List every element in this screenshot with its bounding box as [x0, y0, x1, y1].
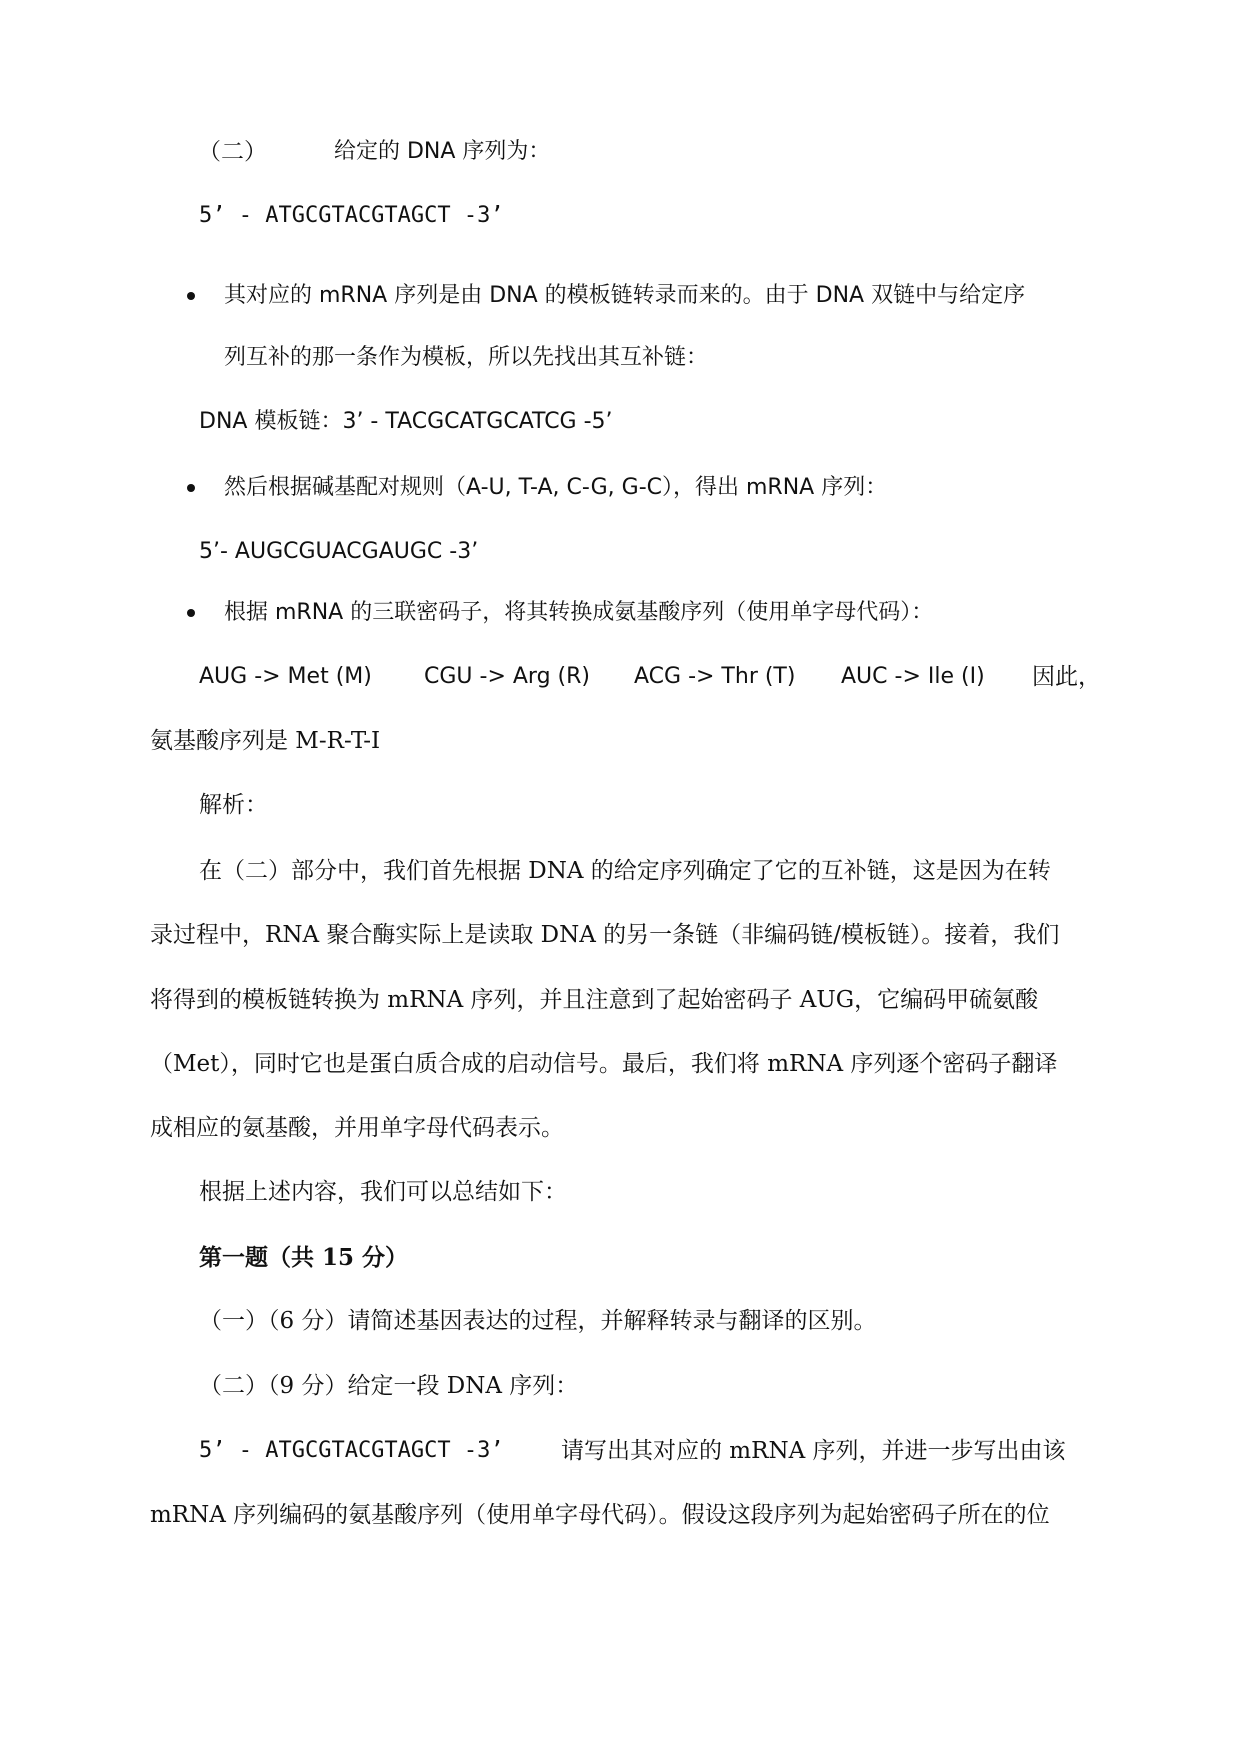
question-prompt: 请写出其对应的 mRNA 序列，并进一步写出由该 — [561, 1438, 1066, 1464]
question-dna-sequence: 5’ - ATGCGTACGTAGCT -3’ — [199, 1438, 504, 1463]
analysis-paragraph-line: 成相应的氨基酸，并用单字母代码表示。 — [150, 1115, 564, 1141]
codon-translation: AUC -> Ile (I) — [841, 664, 985, 689]
codon-translation: AUG -> Met (M) — [199, 664, 372, 689]
amino-acid-sequence: 氨基酸序列是 M-R-T-I — [150, 728, 381, 754]
analysis-paragraph-line: 将得到的模板链转换为 mRNA 序列，并且注意到了起始密码子 AUG，它编码甲硫氨酸 — [150, 987, 1039, 1013]
analysis-label: 解析： — [199, 792, 268, 818]
bullet-text: 然后根据碱基配对规则（A-U, T-A, C-G, G-C），得出 mRNA 序列： — [224, 475, 888, 500]
codon-translation: CGU -> Arg (R) — [424, 664, 590, 689]
bullet-dot — [187, 609, 195, 617]
bullet-text: 根据 mRNA 的三联密码子，将其转换成氨基酸序列（使用单字母代码）： — [224, 600, 934, 625]
codon-translation: ACG -> Thr (T) — [634, 664, 796, 689]
bullet-text-continued: 列互补的那一条作为模板，所以先找出其互补链： — [224, 345, 709, 370]
summary-text: 根据上述内容，我们可以总结如下： — [199, 1179, 567, 1205]
question-title: 第一题（共 15 分） — [199, 1244, 409, 1271]
template-strand: DNA 模板链：3’ - TACGCATGCATCG -5’ — [199, 409, 613, 434]
question-prompt-continued: mRNA 序列编码的氨基酸序列（使用单字母代码）。假设这段序列为起始密码子所在的位 — [150, 1502, 1050, 1528]
mrna-sequence: 5’- AUGCGUACGAUGC -3’ — [199, 539, 479, 564]
part2-heading-number: （二） — [198, 139, 267, 165]
part2-heading-text: 给定的 DNA 序列为： — [334, 139, 551, 164]
bullet-dot — [187, 484, 195, 492]
bullet-dot — [187, 292, 195, 300]
analysis-paragraph-line: 录过程中，RNA 聚合酶实际上是读取 DNA 的另一条链（非编码链/模板链）。接着，我们 — [150, 922, 1060, 948]
therefore-text: 因此， — [1032, 664, 1101, 690]
bullet-text: 其对应的 mRNA 序列是由 DNA 的模板链转录而来的。由于 DNA 双链中与给定序 — [224, 283, 1026, 308]
analysis-paragraph-line: （Met），同时它也是蛋白质合成的启动信号。最后，我们将 mRNA 序列逐个密码子翻译 — [150, 1051, 1058, 1077]
dna-sequence: 5’ - ATGCGTACGTAGCT -3’ — [199, 203, 504, 228]
question-item: （一）（6 分）请简述基因表达的过程，并解释转录与翻译的区别。 — [199, 1308, 877, 1334]
question-item: （二）（9 分）给定一段 DNA 序列： — [199, 1373, 579, 1399]
analysis-paragraph-line: 在（二）部分中，我们首先根据 DNA 的给定序列确定了它的互补链，这是因为在转 — [199, 858, 1051, 884]
